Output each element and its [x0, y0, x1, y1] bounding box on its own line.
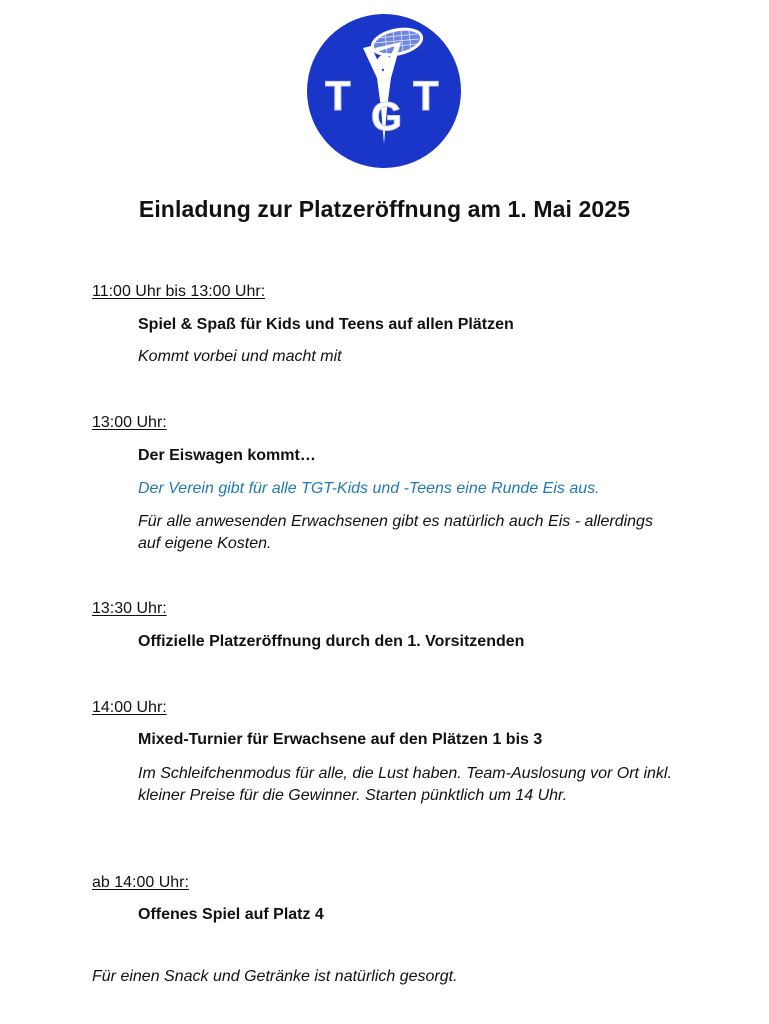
section-headline-5: Offenes Spiel auf Platz 4: [138, 906, 324, 923]
section-headline-3: Offizielle Platzeröffnung durch den 1. Vorsitzenden: [138, 633, 525, 650]
section-time-1: 11:00 Uhr bis 13:00 Uhr:: [92, 283, 266, 300]
section-headline-2: Der Eiswagen kommt…: [138, 447, 316, 464]
logo-letter-t1: T: [325, 72, 351, 119]
section-time-4: 14:00 Uhr:: [92, 699, 167, 716]
section-time-2: 13:00 Uhr:: [92, 414, 167, 431]
section-note-4a: Im Schleifchenmodus für alle, die Lust haben. Team-Auslosung vor Ort inkl. kleiner Preise für die Gewinner. Starten pünktlich um 14 Uhr.: [138, 765, 672, 804]
section-time-3: 13:30 Uhr:: [92, 600, 167, 617]
section-headline-4: Mixed-Turnier für Erwachsene auf den Plätzen 1 bis 3: [138, 731, 543, 748]
page-title: Einladung zur Platzeröffnung am 1. Mai 2025: [138, 196, 631, 222]
section-note-2a: Der Verein gibt für alle TGT-Kids und -Teens eine Runde Eis aus.: [138, 480, 600, 497]
section-note-2b: Für alle anwesenden Erwachsenen gibt es natürlich auch Eis - allerdings auf eigene Kosten.: [138, 513, 653, 552]
svg-text:T: T: [413, 72, 439, 119]
tgt-logo-icon: [305, 12, 463, 170]
svg-text:G: G: [371, 95, 403, 139]
section-headline-1: Spiel & Spaß für Kids und Teens auf allen Plätzen: [138, 316, 514, 333]
footer-note: Für einen Snack und Getränke ist natürlich gesorgt.: [92, 968, 458, 985]
section-time-5: ab 14:00 Uhr:: [92, 874, 189, 891]
club-logo: [305, 12, 463, 170]
section-note-1a: Kommt vorbei und macht mit: [138, 348, 342, 365]
